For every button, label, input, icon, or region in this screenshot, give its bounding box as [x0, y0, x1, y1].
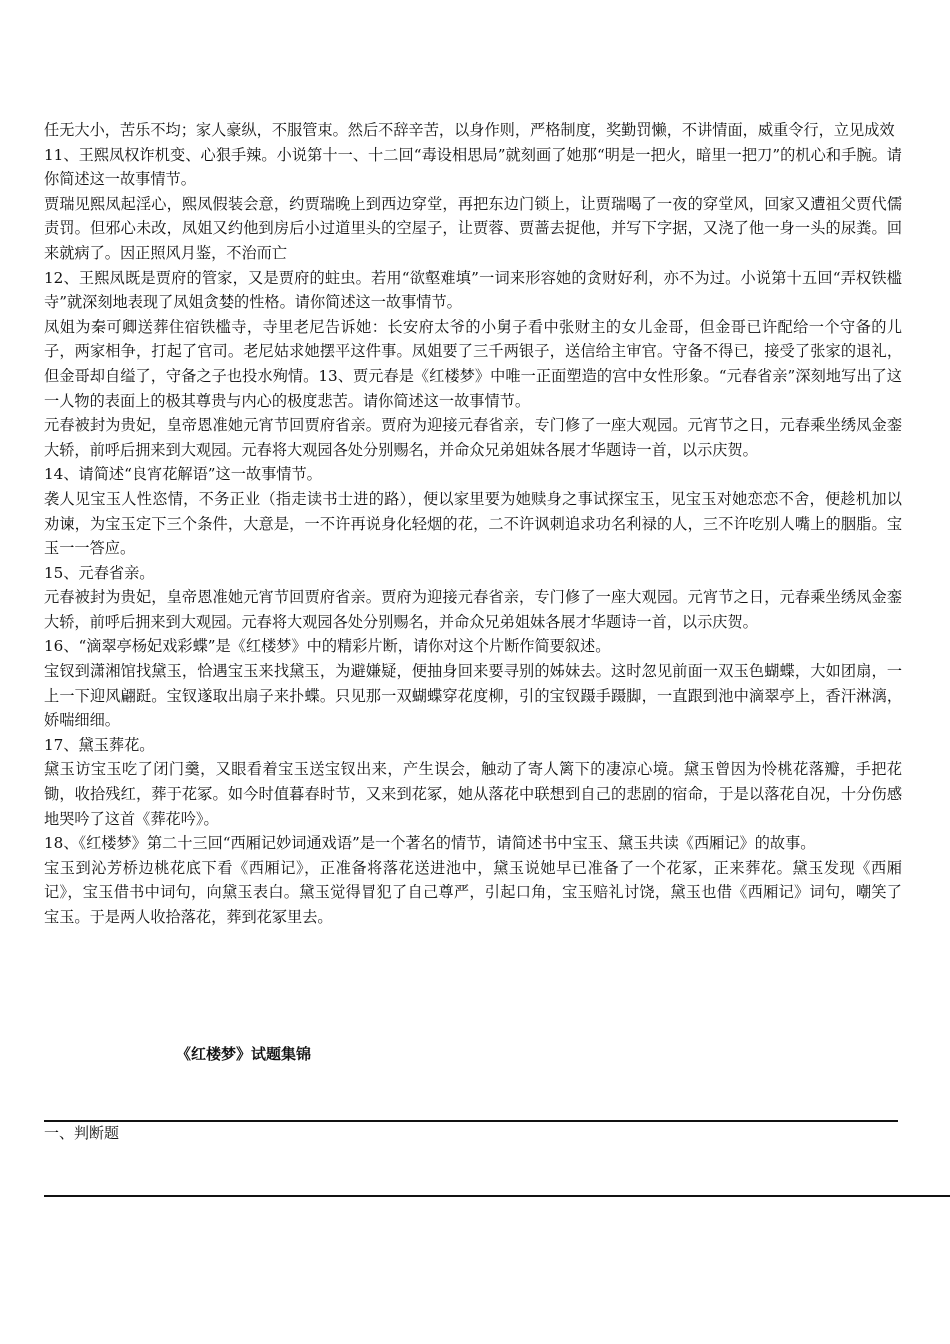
question-18: 18、《红楼梦》第二十三回“西厢记妙词通戏语”是一个著名的情节，请简述书中宝玉、黛玉共读《西厢记》的故事。: [44, 834, 816, 853]
answer-18: 宝玉到沁芳桥边桃花底下看《西厢记》，正准备将落花送进池中，黛玉说她早已准备了一个花冢，正来葬花。黛玉发现《西厢记》，宝玉借书中词句，向黛玉表白。黛玉觉得冒犯了自己尊严，引起口角，宝玉赔礼讨饶，黛玉也借《西厢记》词句，嘲笑了宝玉。于是两人收拾落花，葬到花冢里去。: [44, 858, 902, 926]
bottom-divider: [44, 1195, 950, 1197]
question-15: 15、元春省亲。: [44, 563, 155, 582]
answer-11: 贾瑞见熙凤起淫心，熙凤假装会意，约贾瑞晚上到西边穿堂，再把东边门锁上，让贾瑞喝了一夜的穿堂风，回家又遭祖父贾代儒责罚。但邪心未改，凤姐又约他到房后小过道里头的空屋子，让贾蓉、贾蔷去捉他，并写下字据，又浇了他一身一头的尿粪。回来就病了。因正照风月鉴，不治而亡: [44, 194, 902, 262]
answer-15: 元春被封为贵妃，皇帝恩准她元宵节回贾府省亲。贾府为迎接元春省亲，专门修了一座大观园。元宵节之日，元春乘坐绣凤金銮大轿，前呼后拥来到大观园。元春将大观园各处分别赐名，并命众兄弟姐妹各展才华题诗一首，以示庆贺。: [44, 588, 902, 631]
question-11: 11、王熙凤权诈机变、心狠手辣。小说第十一、十二回“毒设相思局”就刻画了她那“明是一把火，暗里一把刀”的机心和手腕。请你简述这一故事情节。: [44, 145, 902, 189]
paragraph-continuation: 任无大小，苦乐不均；家人豪纵，不服管束。然后不辞辛苦，以身作则，严格制度，奖勤罚懒，不讲情面，威重令行，立见成效: [44, 121, 895, 139]
question-14: 14、请简述“良宵花解语”这一故事情节。: [44, 465, 322, 484]
body-text: [44, 118, 902, 930]
answer-12-question-13: 凤姐为秦可卿送葬住宿铁槛寺，寺里老尼告诉她：长安府太爷的小舅子看中张财主的女儿金哥，但金哥已许配给一个守备的儿子，两家相争，打起了官司。老尼姑求她摆平这件事。凤姐要了三千两银子，送信给主审官。守备不得已，接受了张家的退礼，但金哥却自缢了，守备之子也投水殉情。13、贾元春是《红楼梦》中唯一正面塑造的宫中女性形象。“元春省亲”深刻地写出了这一人物的表面上的极其尊贵与内心的极度悲苦。请你简述这一故事情节。: [44, 317, 902, 410]
answer-14: 袭人见宝玉人性恣情，不务正业（指走读书士进的路），便以家里要为她赎身之事试探宝玉，见宝玉对她恋恋不舍，便趁机加以劝谏，为宝玉定下三个条件，大意是，一不许再说身化轻烟的花，二不许讽刺追求功名利禄的人，三不许吃别人嘴上的胭脂。宝玉一一答应。: [44, 489, 902, 558]
answer-17: 黛玉访宝玉吃了闭门羹，又眼看着宝玉送宝钗出来，产生误会，触动了寄人篱下的凄凉心境。黛玉曾因为怜桃花落瓣，手把花锄，收拾残红，葬于花冢。如今时值暮春时节，又来到花冢，她从落花中联想到自己的悲剧的宿命，于是以落花自况，十分伤感地哭吟了这首《葬花吟》。: [44, 760, 902, 828]
question-17: 17、黛玉葬花。: [44, 735, 155, 754]
answer-13: 元春被封为贵妃，皇帝恩准她元宵节回贾府省亲。贾府为迎接元春省亲，专门修了一座大观园。元宵节之日，元春乘坐绣凤金銮大轿，前呼后拥来到大观园。元春将大观园各处分别赐名，并命众兄弟姐妹各展才华题诗一首，以示庆贺。: [44, 416, 902, 459]
question-16: 16、“滴翠亭杨妃戏彩蝶”是《红楼梦》中的精彩片断，请你对这个片断作简要叙述。: [44, 637, 611, 656]
section-title: 《红楼梦》试题集锦: [176, 1045, 312, 1063]
subheading-true-false: 一、判断题: [44, 1124, 120, 1142]
answer-16: 宝钗到潇湘馆找黛玉，恰遇宝玉来找黛玉，为避嫌疑，便抽身回来要寻别的姊妹去。这时忽见前面一双玉色蝴蝶，大如团扇，一上一下迎风翩跹。宝钗遂取出扇子来扑蝶。只见那一双蝴蝶穿花度柳，引的宝钗蹑手蹑脚，一直跟到池中滴翠亭上，香汗淋漓，娇喘细细。: [44, 662, 902, 730]
question-12: 12、王熙凤既是贾府的管家，又是贾府的蛀虫。若用“欲壑难填”一词来形容她的贪财好利，亦不为过。小说第十五回“弄权铁槛寺”就深刻地表现了凤姐贪婪的性格。请你简述这一故事情节。: [44, 268, 902, 312]
top-divider: [44, 1120, 898, 1122]
